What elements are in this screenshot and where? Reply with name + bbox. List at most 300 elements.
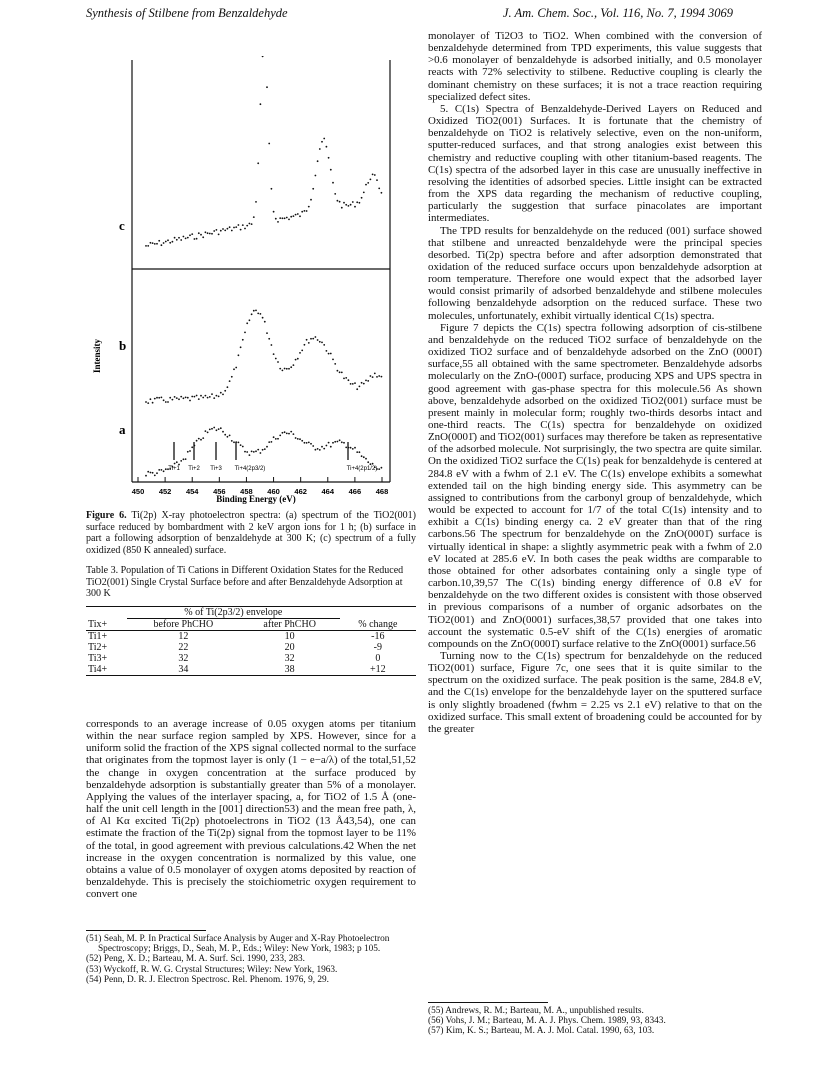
spectrum-a-point [297, 438, 299, 440]
spectrum-c-point [202, 236, 204, 238]
spectrum-c-point [180, 239, 182, 241]
right-paragraph-3: The TPD results for benzaldehyde on the reduced (001) surface showed that stilbene and unreacted benzaldehyde were the principal species desorbed. Ti(2p) spectra before and after adsorption demonstrated that oxidation of the reduced surface occurs upon benzaldehyde adsorption at room temperature. Therefore one would expect that the adsorbed layer would consist primarily of adsorbed benzaldehyde and stilbene molecules following benzaldehyde adsorption on the reduced surface. These two molecules, unfortunately, exhibit virtually identical C(1s) spectra. [428, 224, 762, 322]
spectrum-c-point [169, 242, 171, 244]
spectrum-c-point [308, 206, 310, 208]
x-tick-label: 454 [185, 487, 199, 496]
right-paragraph-5: Turning now to the C(1s) spectrum for benzaldehyde on the reduced TiO2(001) surface, Figure 7c, one sees that it is quite similar to the spectrum on the oxidized surface. The peak position is the same, 284.8 eV, and the C(1s) envelope for the benzaldehyde layer on the sputtered surface is only slightly broadened (fwhm = 2.25 vs 2.1 eV) relative to that on the oxidized surface. This small extent of broadening could be accounted for by the greater [428, 649, 762, 735]
spectrum-c-point [152, 242, 154, 244]
spectrum-b-point [202, 397, 204, 399]
spectrum-b-point [372, 376, 374, 378]
table-group-header: % of Ti(2p3/2) envelope [127, 607, 340, 619]
running-header-left: Synthesis of Stilbene from Benzaldehyde [86, 6, 288, 20]
spectrum-b-point [145, 401, 147, 403]
x-tick-label: 468 [375, 487, 389, 496]
spectrum-a-point [273, 436, 275, 438]
spectrum-a-point [319, 449, 321, 451]
spectrum-a-point [180, 460, 182, 462]
spectrum-c-point [196, 238, 198, 240]
spectrum-c-point [370, 179, 372, 181]
spectrum-b-point [301, 350, 303, 352]
spectrum-a-point [312, 445, 314, 447]
spectrum-b-point [279, 368, 281, 370]
spectrum-a-point [187, 451, 189, 453]
spectrum-b-point [330, 353, 332, 355]
spectrum-a-point [326, 445, 328, 447]
spectrum-a-point [200, 439, 202, 441]
spectrum-c-point [372, 174, 374, 176]
figure-caption-label: Figure 6. [86, 510, 127, 521]
spectrum-a-point [233, 441, 235, 443]
spectrum-c-point [378, 188, 380, 190]
spectrum-b-point [323, 344, 325, 346]
spectrum-b-point [359, 386, 361, 388]
spectrum-b-point [376, 376, 378, 378]
spectrum-b-point [185, 397, 187, 399]
spectrum-b-point [224, 390, 226, 392]
spectrum-b-point [268, 338, 270, 340]
spectrum-c-point [288, 219, 290, 221]
table-cell: 0 [375, 653, 381, 664]
x-tick-label: 456 [213, 487, 226, 496]
spectrum-c-point [352, 201, 354, 203]
spectrum-b-point [356, 388, 358, 390]
spectrum-a-point [196, 440, 198, 442]
spectrum-a-point [150, 472, 152, 474]
spectrum-b-point [262, 317, 264, 319]
table-header-cation: Tix+ [86, 619, 127, 631]
spectrum-b-point [275, 358, 277, 360]
spectrum-c-point [216, 229, 218, 231]
table-row [86, 642, 416, 653]
table-cell: 10 [284, 631, 295, 642]
spectrum-c-point [268, 143, 270, 145]
spectrum-c-point [161, 244, 163, 246]
right-paragraph-1: monolayer of Ti2O3 to TiO2. When combined with the conversion of benzaldehyde determined from TPD experiments, this value suggests that >0.6 monolayer of benzaldehyde is adsorbed initially, and 0.5 monolayer reacts with 72% selectivity to stilbene. Reductive coupling is clearly the dominant chemistry on these surfaces; it is not a trace reaction requiring specialized defect sites. [428, 30, 762, 103]
spectrum-b-point [150, 398, 152, 400]
spectrum-a-point [378, 468, 380, 470]
table-cell: 34 [127, 664, 240, 676]
spectrum-b-point [231, 376, 233, 378]
spectrum-b-point [218, 396, 220, 398]
table-cell: 32 [284, 653, 295, 664]
spectrum-c-point [178, 237, 180, 239]
spectrum-b-point [154, 398, 156, 400]
spectrum-c-point [332, 182, 334, 184]
spectrum-a-point [213, 427, 215, 429]
table-row [86, 631, 416, 643]
spectrum-b-point [354, 382, 356, 384]
curve-label-b: b [119, 338, 127, 353]
spectrum-a-point [147, 471, 149, 473]
spectrum-b-point [381, 376, 383, 378]
spectrum-c-point [356, 201, 358, 203]
table-cell: 32 [178, 653, 189, 664]
spectrum-c-point [301, 211, 303, 213]
spectrum-c-point [275, 218, 277, 220]
spectrum-b-point [257, 313, 259, 315]
spectrum-a-point [207, 432, 209, 434]
spectrum-a-point [227, 436, 229, 438]
spectrum-b-point [370, 375, 372, 377]
spectrum-b-point [191, 396, 193, 398]
oxidation-state-label: Ti+1 [168, 466, 180, 472]
spectrum-b-point [238, 354, 240, 356]
spectrum-b-point [350, 383, 352, 385]
table-row [86, 664, 416, 676]
spectrum-c-point [191, 233, 193, 235]
spectrum-b-point [251, 313, 253, 315]
right-references [428, 1006, 762, 1037]
spectrum-a-point [216, 429, 218, 431]
spectrum-c-point [158, 240, 160, 242]
spectrum-c-point [205, 231, 207, 233]
spectrum-b-point [220, 392, 222, 394]
running-header-right: J. Am. Chem. Soc., Vol. 116, No. 7, 1994 3069 [502, 6, 733, 20]
spectrum-c-point [374, 174, 376, 176]
spectrum-c-point [224, 230, 226, 232]
spectrum-c-point [233, 227, 235, 229]
spectrum-b-point [343, 378, 345, 380]
spectrum-b-point [271, 344, 273, 346]
left-paragraph: corresponds to an average increase of 0.05 oxygen atoms per titanium within the near surface region sampled by XPS. However, since for a uniform solid the fraction of the XPS signal collected normal to the surface that originates from the topmost layer is only (1 − e−a/λ) of the total,51,52 the change in oxygen concentration at the surface produced by benzaldehyde adsorption is substantially greater than 5% of a monolayer. Applying the values of the interlayer spacing, a, for TiO2 of 1.5 Å (one-half the unit cell length in the [001] direction53) and the mean free path, λ, of Al Kα excited Ti(2p) photoelectrons in TiO2 (13 Å43,54), one can estimate the fraction of the Ti(2p) signal from the topmost layer to be 11% of the total, in good agreement with previous calculations.42 When the net increase in the oxygen concentration is normalized by this value, one obtains a value of 0.5 monolayer of oxygen atoms deposited by reaction of benzaldehyde. This is precisely the stoichiometric oxygen requirement to convert one [86, 718, 416, 901]
spectrum-b-point [306, 339, 308, 341]
spectrum-c-point [145, 245, 147, 247]
spectrum-b-point [229, 380, 231, 382]
spectrum-b-point [169, 397, 171, 399]
spectrum-a-point [290, 431, 292, 433]
spectrum-b-point [304, 344, 306, 346]
spectrum-b-point [348, 379, 350, 381]
spectrum-a-point [310, 443, 312, 445]
spectrum-b-point [319, 341, 321, 343]
spectrum-a-point [242, 446, 244, 448]
spectrum-a-point [367, 461, 369, 463]
spectrum-b-point [326, 350, 328, 352]
spectrum-c-point [295, 214, 297, 216]
spectrum-b-point [156, 397, 158, 399]
spectrum-c-point [297, 213, 299, 215]
spectrum-c-point [165, 241, 167, 243]
spectrum-c-point [266, 86, 268, 88]
spectrum-c-point [330, 169, 332, 171]
spectrum-b-point [174, 396, 176, 398]
spectrum-a-point [271, 441, 273, 443]
spectrum-b-point [299, 352, 301, 354]
spectrum-a-point [330, 446, 332, 448]
spectrum-a-point [354, 447, 356, 449]
spectrum-a-point [381, 467, 383, 469]
spectrum-c-point [334, 193, 336, 195]
spectrum-a-point [218, 428, 220, 430]
spectrum-b-point [165, 401, 167, 403]
spectrum-a-point [211, 428, 213, 430]
spectrum-a-point [198, 438, 200, 440]
spectrum-c-point [326, 146, 328, 148]
spectrum-b-point [198, 398, 200, 400]
reference-item: (53) Wyckoff, R. W. G. Crystal Structures; Wiley: New York, 1963. [86, 964, 338, 975]
spectrum-c-point [361, 197, 363, 199]
spectrum-a-point [339, 439, 341, 441]
spectrum-c-point [350, 204, 352, 206]
spectrum-c-point [242, 224, 244, 226]
spectrum-a-point [163, 470, 165, 472]
spectrum-a-point [370, 463, 372, 465]
spectrum-c-point [299, 215, 301, 217]
spectrum-a-point [152, 472, 154, 474]
table-cell: Ti1+ [88, 631, 108, 642]
spectrum-b-point [240, 346, 242, 348]
spectrum-b-point [282, 370, 284, 372]
spectrum-a-point [288, 433, 290, 435]
spectrum-c-point [189, 234, 191, 236]
spectrum-b-point [158, 397, 160, 399]
spectrum-b-point [337, 370, 339, 372]
table-cell: +12 [340, 664, 416, 676]
spectrum-c-point [198, 232, 200, 234]
spectrum-c-point [321, 141, 323, 143]
spectrum-c-point [220, 230, 222, 232]
spectrum-c-point [328, 157, 330, 159]
spectrum-a-point [154, 475, 156, 477]
spectrum-b-point [310, 338, 312, 340]
spectrum-b-point [161, 397, 163, 399]
table-cell: Ti4+ [86, 664, 127, 676]
reference-item: (57) Kim, K. S.; Barteau, M. A. J. Mol. Catal. 1990, 63, 103. [428, 1026, 655, 1037]
spectrum-a-point [356, 451, 358, 453]
spectrum-a-point [328, 442, 330, 444]
spectrum-c-point [310, 199, 312, 201]
right-paragraph-2: 5. C(1s) Spectra of Benzaldehyde-Derived Layers on Reduced and Oxidized TiO2(001) Surfaces. It is fortunate that the chemistry of benzaldehyde on TiO2 is relatively selective, even on the non-uniform, sputter-reduced surfaces, and that strong analogies exist between this chemistry and reductive coupling with other titanium-based reagents. The C(1s) spectra of the adsorbed layer in this case are unusually ineffective in resolving the identities of adsorbed species. Little insight can be extracted from the XPS data regarding the mechanism of reductive coupling, particularly the suggestion that surface pinacolates are important intermediates. [428, 102, 762, 225]
spectrum-b-point [367, 380, 369, 382]
spectrum-c-point [207, 232, 209, 234]
spectrum-a-point [279, 435, 281, 437]
spectrum-b-point [178, 398, 180, 400]
oxidation-state-label: Ti+3 [210, 466, 222, 472]
spectrum-c-point [231, 230, 233, 232]
spectrum-c-point [345, 204, 347, 206]
spectrum-b-point [189, 400, 191, 402]
spectrum-c-point [257, 162, 259, 164]
spectrum-c-point [200, 234, 202, 236]
spectrum-b-point [321, 342, 323, 344]
spectrum-a-point [185, 458, 187, 460]
spectrum-a-point [282, 432, 284, 434]
spectrum-c-point [317, 160, 319, 162]
table-header-before: before PhCHO [127, 619, 240, 631]
spectrum-a-point [301, 440, 303, 442]
spectrum-c-point [282, 217, 284, 219]
spectrum-a-point [341, 441, 343, 443]
table-header-after: after PhCHO [240, 619, 340, 631]
table-cell: 20 [284, 642, 295, 653]
spectrum-c-point [319, 148, 321, 150]
spectrum-b-point [286, 368, 288, 370]
spectrum-a-point [165, 468, 167, 470]
spectrum-c-point [227, 228, 229, 230]
spectrum-a-point [317, 448, 319, 450]
spectrum-b-point [147, 402, 149, 404]
spectrum-c-point [154, 243, 156, 245]
spectrum-a-point [315, 449, 317, 451]
spectrum-c-point [348, 205, 350, 207]
spectrum-c-point [176, 239, 178, 241]
spectrum-b-point [209, 396, 211, 398]
spectrum-b-point [284, 368, 286, 370]
spectrum-b-point [255, 310, 257, 312]
spectrum-a-point [260, 452, 262, 454]
spectrum-a-point [372, 463, 374, 465]
table-cell: 22 [178, 642, 189, 653]
spectrum-a-point [191, 446, 193, 448]
spectrum-b-point [233, 368, 235, 370]
right-column-body [428, 30, 762, 735]
spectrum-b-point [295, 359, 297, 361]
spectrum-c-point [260, 103, 262, 105]
spectrum-b-point [293, 364, 295, 366]
spectrum-b-point [235, 367, 237, 369]
spectrum-b-point [317, 339, 319, 341]
spectrum-b-point [363, 383, 365, 385]
table-cell: Ti3+ [88, 653, 108, 664]
spectrum-c-point [246, 225, 248, 227]
spectrum-c-point [194, 238, 196, 240]
spectrum-b-point [315, 336, 317, 338]
spectrum-c-point [253, 216, 255, 218]
spectrum-c-point [343, 202, 345, 204]
spectrum-c-point [238, 224, 240, 226]
spectrum-a-point [244, 451, 246, 453]
spectrum-b-point [244, 332, 246, 334]
spectrum-b-point [194, 396, 196, 398]
spectrum-c-point [262, 56, 264, 57]
spectrum-b-point [207, 397, 209, 399]
x-axis-label: Binding Energy (eV) [216, 494, 296, 504]
spectrum-c-point [240, 229, 242, 231]
spectrum-b-point [378, 375, 380, 377]
spectrum-b-point [176, 397, 178, 399]
spectrum-b-point [163, 399, 165, 401]
spectrum-c-point [312, 188, 314, 190]
spectrum-b-point [205, 395, 207, 397]
spectrum-a-point [209, 429, 211, 431]
spectrum-c-point [323, 138, 325, 140]
spectrum-a-point [277, 438, 279, 440]
spectrum-b-point [361, 382, 363, 384]
spectrum-a-point [176, 461, 178, 463]
spectrum-a-point [299, 438, 301, 440]
spectrum-c-point [213, 230, 215, 232]
spectrum-b-point [227, 386, 229, 388]
oxidation-state-label: Ti+4(2p1/2) [346, 466, 378, 472]
spectrum-c-point [306, 210, 308, 212]
spectrum-a-point [266, 446, 268, 448]
spectrum-c-point [163, 242, 165, 244]
spectrum-a-point [363, 456, 365, 458]
spectrum-b-point [196, 395, 198, 397]
spectrum-a-point [275, 438, 277, 440]
table-cell: 12 [178, 631, 189, 642]
spectrum-b-point [374, 373, 376, 375]
table-title: Table 3. Population of Ti Cations in Different Oxidation States for the Reduced TiO2(001) Single Crystal Surface before and after Benzaldehyde Adsorption at 300 K [86, 565, 404, 599]
spectrum-a-point [352, 448, 354, 450]
spectrum-c-point [359, 202, 361, 204]
spectrum-b-point [200, 395, 202, 397]
spectrum-a-point [334, 441, 336, 443]
spectrum-c-point [286, 217, 288, 219]
spectrum-c-point [279, 217, 281, 219]
spectrum-a-point [231, 440, 233, 442]
spectrum-a-point [262, 449, 264, 451]
spectrum-b-point [183, 397, 185, 399]
spectrum-a-point [222, 431, 224, 433]
spectrum-b-point [328, 353, 330, 355]
reference-item: (51) Seah, M. P. In Practical Surface Analysis by Auger and X-Ray Photoelectron Spectroscopy; Briggs, D., Seah, M. P., Eds.; Wiley: New York, 1983; p 105. [86, 934, 390, 955]
spectrum-c-point [229, 226, 231, 228]
spectrum-b-point [167, 401, 169, 403]
spectrum-c-point [271, 188, 273, 190]
spectrum-a-point [284, 431, 286, 433]
spectrum-a-point [332, 442, 334, 444]
spectrum-a-point [286, 433, 288, 435]
spectrum-b-point [297, 358, 299, 360]
spectrum-a-point [350, 447, 352, 449]
x-tick-label: 466 [348, 487, 362, 496]
spectrum-c-point [244, 228, 246, 230]
spectrum-c-point [367, 182, 369, 184]
table-cell: Ti2+ [88, 642, 108, 653]
spectrum-c-point [147, 245, 149, 247]
spectrum-a-point [306, 442, 308, 444]
spectrum-a-point [229, 435, 231, 437]
figure-caption-text: Ti(2p) X-ray photoelectron spectra: (a) spectrum of the TiO2(001) surface reduced by bombardment with 2 keV argon ions for 1 h; (b) surface in part a following adsorption of benzaldehyde at 300 K; (c) spectrum of a fully oxidized (850 K annealed) surface. [86, 510, 416, 556]
spectrum-b-point [264, 321, 266, 323]
oxidation-state-label: Ti+4(2p3/2) [234, 466, 266, 472]
oxidation-state-label: Ti+2 [188, 466, 200, 472]
spectrum-a-point [268, 441, 270, 443]
spectrum-a-point [293, 433, 295, 435]
spectrum-c-point [209, 233, 211, 235]
spectrum-b-point [172, 399, 174, 401]
spectrum-b-point [152, 402, 154, 404]
curve-label-c: c [119, 218, 125, 233]
spectrum-c-point [381, 192, 383, 194]
spectrum-a-point [240, 444, 242, 446]
spectrum-c-point [354, 206, 356, 208]
spectrum-a-point [183, 458, 185, 460]
spectrum-a-point [220, 427, 222, 429]
spectrum-c-point [218, 234, 220, 236]
spectrum-b-point [365, 380, 367, 382]
spectrum-a-point [202, 437, 204, 439]
spectrum-b-point [253, 310, 255, 312]
cation-population-table [86, 606, 416, 676]
spectrum-b-point [222, 394, 224, 396]
spectrum-c-point [249, 223, 251, 225]
table-cell: -9 [373, 642, 382, 653]
reference-item: (52) Peng, X. D.; Barteau, M. A. Surf. Sci. 1990, 233, 283. [86, 954, 305, 965]
spectrum-c-point [211, 233, 213, 235]
x-tick-label: 452 [158, 487, 172, 496]
spectrum-a-point [295, 437, 297, 439]
table-cell: 38 [240, 664, 340, 676]
spectrum-b-point [290, 366, 292, 368]
spectrum-a-point [345, 447, 347, 449]
x-tick-label: 458 [240, 487, 253, 496]
spectrum-a-point [264, 448, 266, 450]
spectrum-c-point [273, 211, 275, 213]
left-references [86, 934, 416, 985]
spectrum-c-point [172, 241, 174, 243]
